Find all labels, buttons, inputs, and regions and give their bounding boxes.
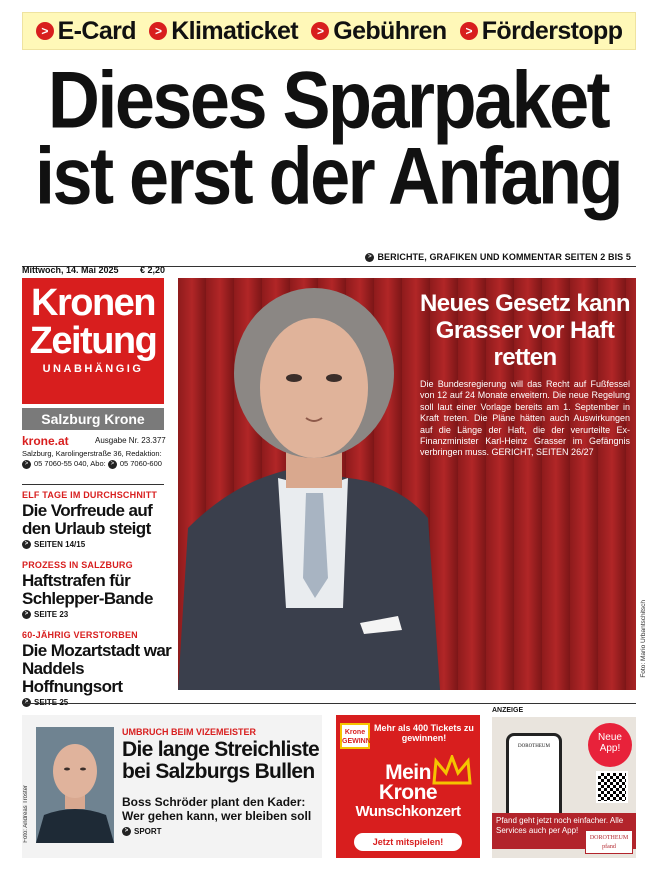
arrow-right-icon: >	[22, 610, 31, 619]
krone-gewinn-logo: Krone GEWINN	[340, 723, 370, 749]
story-teaser[interactable]: PROZESS IN SALZBURG Haftstrafen für Schlepper-Bande > SEITE 23	[22, 560, 153, 619]
portrait-illustration	[36, 727, 114, 843]
photo-credit: Foto: Andreas Tröster	[23, 785, 29, 843]
arrow-right-icon: >	[149, 22, 167, 40]
sport-teaser[interactable]: Foto: Andreas Tröster UMBRUCH BEIM VIZEMEISTER Die lange Streichliste bei Salzburgs Bullen Boss Schröder plant den Kader: Wer gehen kann, wer bleiben soll > SPORT	[22, 715, 322, 858]
new-app-badge: Neue App!	[588, 723, 632, 767]
crown-icon	[432, 755, 472, 785]
price: € 2,20	[140, 265, 166, 275]
ad-text: Pfand geht jetzt noch einfacher. Alle Services auch per App!	[492, 813, 636, 849]
masthead-logo: Kronen Zeitung UNABHÄNGIG	[22, 278, 164, 404]
arrow-right-icon: >	[365, 253, 374, 262]
dorotheum-ad[interactable]	[492, 717, 636, 858]
wunschkonzert-promo[interactable]	[336, 715, 480, 858]
promo-title: Mein Krone Wunschkonzert	[355, 761, 461, 820]
headline-page-reference: > BERICHTE, GRAFIKEN UND KOMMENTAR SEITEN 2 BIS 5	[365, 252, 631, 262]
phone-icon: >	[108, 460, 117, 469]
arrow-right-icon: >	[311, 22, 329, 40]
play-button[interactable]: Jetzt mitspielen!	[354, 833, 462, 851]
topic-item[interactable]: > Gebühren	[311, 17, 446, 46]
edition-label: Salzburg Krone	[22, 408, 164, 430]
main-headline[interactable]: Dieses Sparpaket ist erst der Anfang	[35, 55, 621, 222]
phone-icon: >	[22, 460, 31, 469]
topic-item[interactable]: > E-Card	[36, 17, 136, 46]
website-link[interactable]: krone.at	[22, 434, 69, 448]
arrow-right-icon: >	[22, 540, 31, 549]
topic-strip	[22, 12, 636, 50]
lead-story[interactable]: Neues Gesetz kann Grasser vor Haft retten Die Bundesregierung will das Recht auf Fußfessel von 12 auf 24 Monate erweitern. Die neue Regelung soll laut einer Vorlage bereits am 1. September in Kraft treten. Die Pläne hätten auch Auswirkungen auf die Länge der Haft, die der verurteilte Ex-Finanzminister Karl-Heinz Grasser im Gefängnis verbringen muss. GERICHT, SEITEN 26/27	[420, 290, 630, 458]
address-block: Salzburg, Karolingerstraße 36, Redaktion: > 05 7060-55 040, Abo: > 05 7060-600	[22, 449, 162, 468]
qr-code-icon[interactable]	[596, 771, 628, 803]
issue-number: Ausgabe Nr. 23.377	[95, 436, 166, 445]
divider	[22, 703, 636, 704]
lead-text: Die Bundesregierung will das Recht auf Fußfessel von 12 auf 24 Monate erweitern. Die neue Regelung soll laut einer Vorlage bereits am 1. September in Kraft treten. Die Pläne hätten auch Auswirkungen auf die Länge der Haft, die der verurteilte Ex-Finanzminister Karl-Heinz Grasser im Gefängnis verbringen muss. GERICHT, SEITEN 26/27	[420, 379, 630, 458]
story-teaser[interactable]: ELF TAGE IM DURCHSCHNITT Die Vorfreude auf den Urlaub steigt > SEITEN 14/15	[22, 490, 158, 549]
player-photo	[36, 727, 114, 843]
arrow-right-icon: >	[460, 22, 478, 40]
promo-ticker: Mehr als 400 Tickets zu gewinnen!	[374, 723, 474, 743]
topic-item[interactable]: > Klimaticket	[149, 17, 298, 46]
dateline: Mittwoch, 14. Mai 2025	[22, 265, 119, 275]
topic-item[interactable]: > Förderstopp	[460, 17, 623, 46]
phone-illustration: DOROTHEUM	[506, 733, 562, 837]
ad-label: ANZEIGE	[492, 707, 524, 714]
dorotheum-logo: DOROTHEUM pfand	[585, 830, 633, 854]
photo-credit: Foto: Mario Urbantschitsch	[640, 600, 647, 678]
arrow-right-icon: >	[36, 22, 54, 40]
divider	[22, 484, 164, 485]
arrow-right-icon: >	[122, 827, 131, 836]
story-teaser[interactable]: 60-JÄHRIG VERSTORBEN Die Mozartstadt war Naddels Hoffnungsort	[22, 630, 172, 707]
